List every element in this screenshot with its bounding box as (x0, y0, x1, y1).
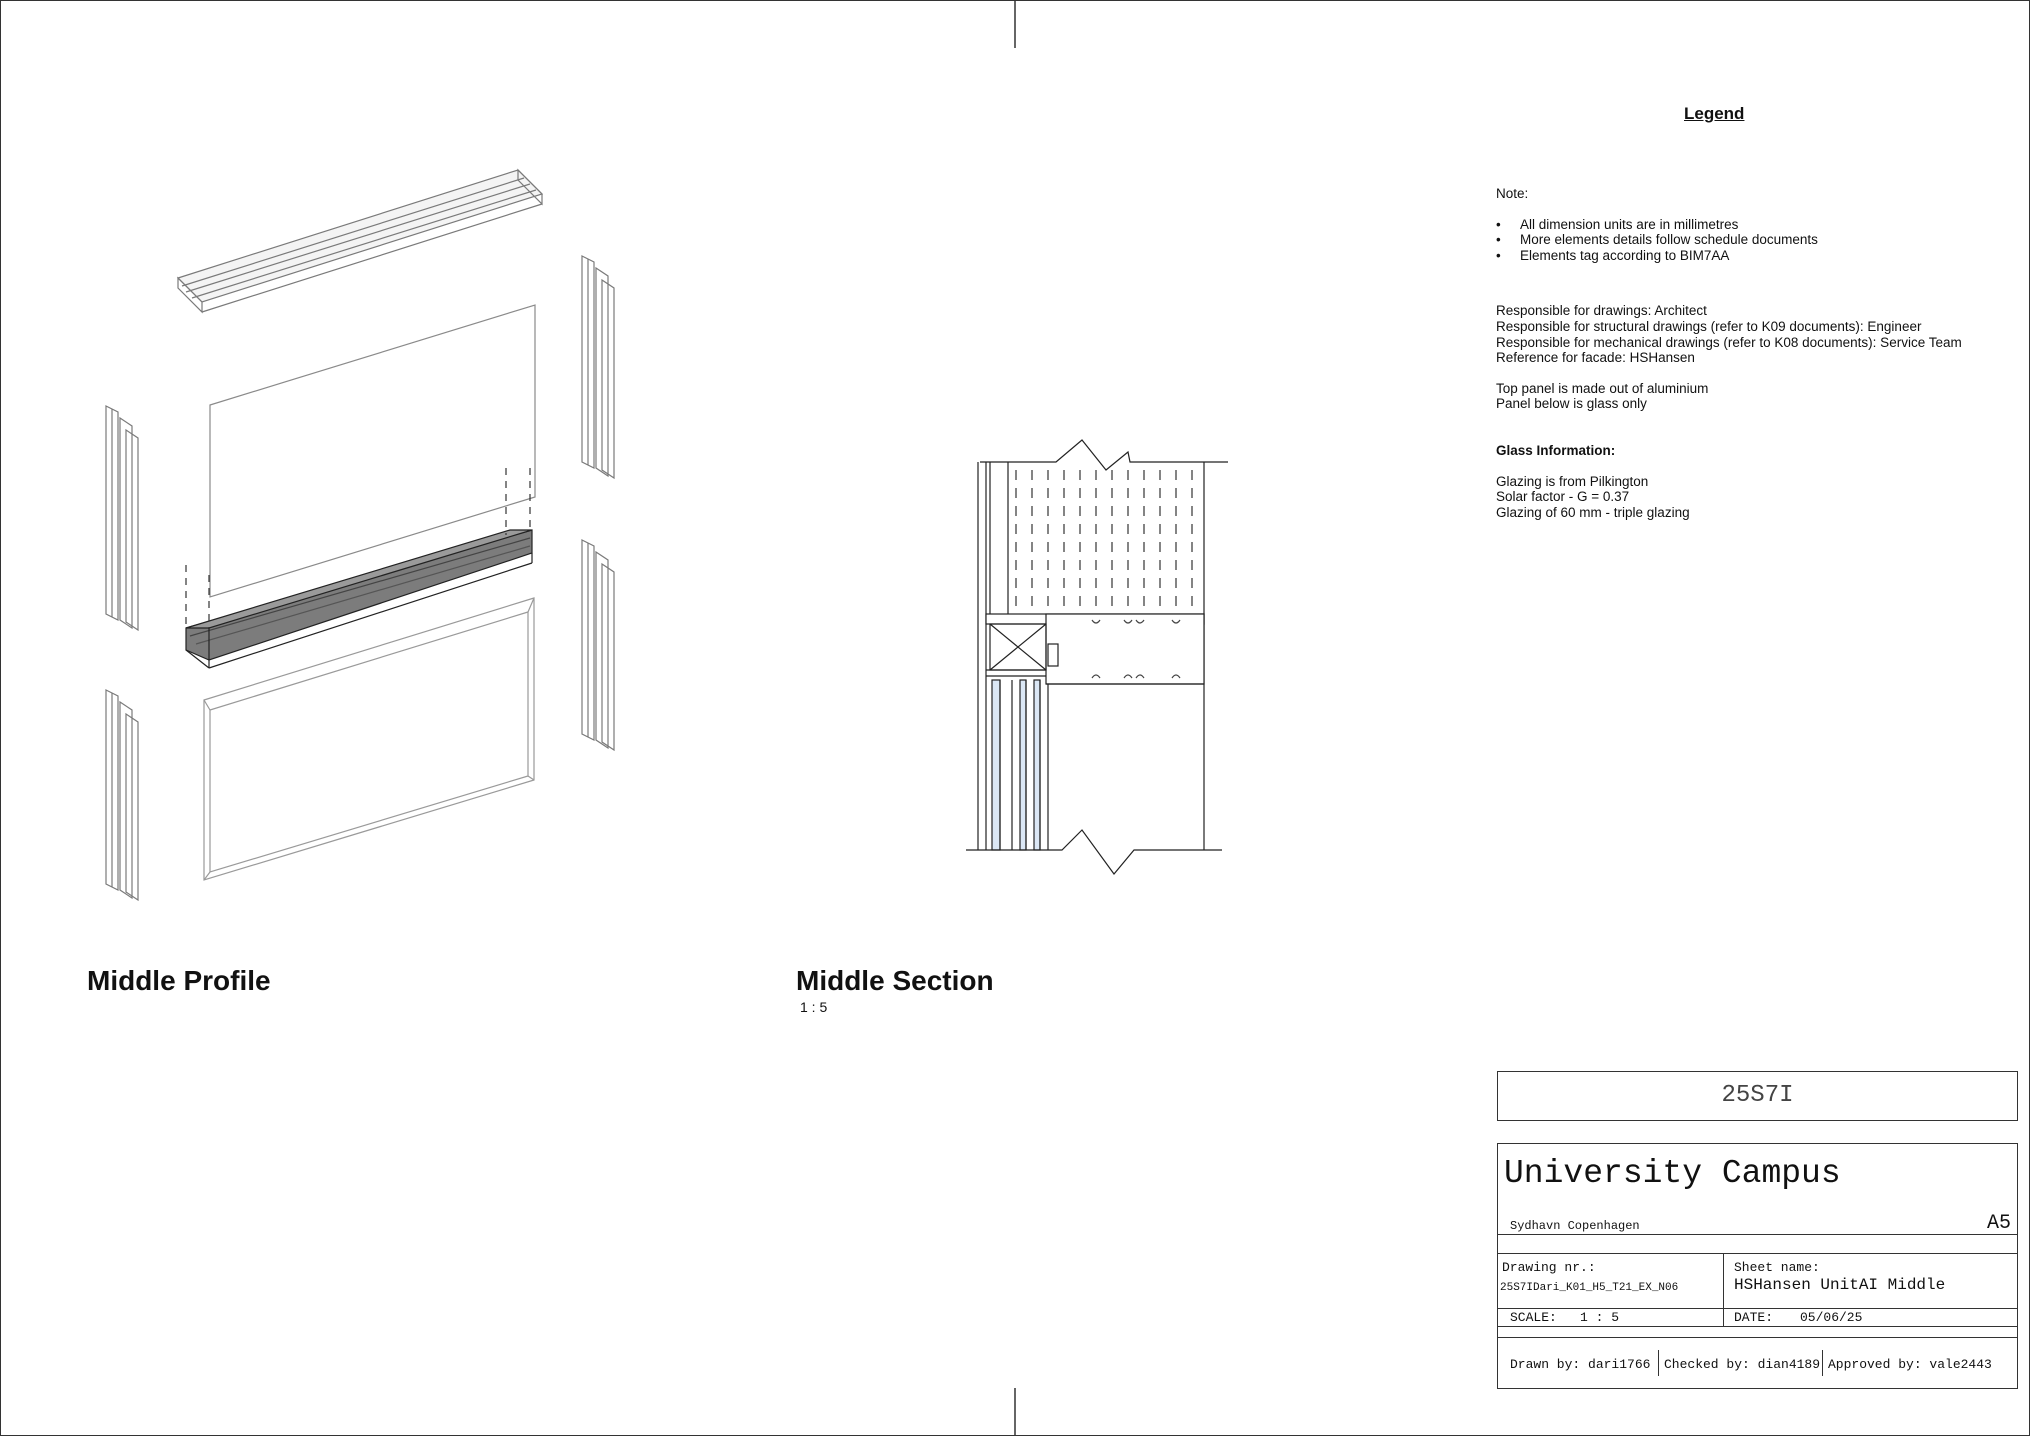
panel-info-line: Top panel is made out of aluminium (1496, 380, 1709, 396)
responsibility-line: Responsible for drawings: Architect (1496, 303, 1707, 319)
scale-value: 1 : 5 (1580, 1310, 1620, 1325)
mullion-left-lower (106, 690, 138, 900)
legend-notes (1496, 186, 2016, 520)
date-label: DATE: (1734, 1310, 1774, 1325)
project-name: University Campus (1504, 1155, 1841, 1192)
scale-label: SCALE: (1510, 1310, 1557, 1325)
project-code-box (1497, 1071, 2018, 1121)
list-item: • Elements tag according to BIM7AA (1496, 248, 2016, 264)
glass-heading: Glass Information: (1496, 442, 1616, 458)
view-title-section: Middle Section (796, 965, 994, 996)
view-scale-section: 1 : 5 (800, 999, 828, 1015)
insulation-hatch (1016, 470, 1192, 612)
mullion-right-lower (582, 540, 614, 750)
responsibility-line: Responsible for mechanical drawings (refer to K08 documents): Service Team (1496, 334, 1962, 350)
mullion-right-upper (582, 256, 614, 478)
note-label: Note: (1496, 186, 1529, 201)
section-detail (966, 440, 1228, 874)
panel-info-line: Panel below is glass only (1496, 396, 1647, 412)
drawn-by: Drawn by: dari1766 (1510, 1357, 1651, 1372)
divider (1822, 1350, 1823, 1376)
divider (1498, 1253, 2017, 1254)
divider (1498, 1326, 2017, 1327)
responsibility-line: Responsible for structural drawings (refer to K09 documents): Engineer (1496, 318, 1922, 334)
view-title-profile: Middle Profile (87, 965, 271, 996)
date-value: 05/06/25 (1800, 1310, 1863, 1325)
list-item: • All dimension units are in millimetres (1496, 217, 2016, 233)
drawing-nr-label: Drawing nr.: (1502, 1260, 1596, 1275)
sheet-name-label: Sheet name: (1734, 1260, 1820, 1275)
exploded-axonometric (106, 170, 614, 900)
divider (1658, 1350, 1659, 1376)
glazing-section (992, 680, 1048, 850)
top-transom (178, 170, 542, 312)
sheet-size: A5 (1986, 1212, 2011, 1235)
list-item: • More elements details follow schedule documents (1496, 232, 2016, 248)
glass-info-line: Solar factor - G = 0.37 (1496, 489, 1630, 505)
divider (1498, 1234, 2017, 1235)
divider (1498, 1337, 2017, 1338)
legend-title: Legend (1684, 104, 1745, 123)
checked-by: Checked by: dian4189 (1664, 1357, 1821, 1372)
responsibility-line: Reference for facade: HSHansen (1496, 350, 1695, 366)
title-block (1497, 1143, 2018, 1389)
divider (1498, 1308, 2017, 1309)
approved-by: Approved by: vale2443 (1828, 1357, 1992, 1372)
sheet-name: HSHansen UnitAI Middle (1734, 1276, 1946, 1294)
project-code: 25S7I (1721, 1082, 1794, 1109)
project-location: Sydhavn Copenhagen (1510, 1219, 1640, 1233)
glass-info-line: Glazing of 60 mm - triple glazing (1496, 504, 1690, 520)
note-list (1496, 217, 2016, 264)
divider (1723, 1253, 1724, 1326)
mullion-left-upper (106, 406, 138, 630)
drawing-nr: 25S7IDari_K01_H5_T21_EX_N06 (1500, 1282, 1679, 1294)
glass-info-line: Glazing is from Pilkington (1496, 473, 1649, 489)
